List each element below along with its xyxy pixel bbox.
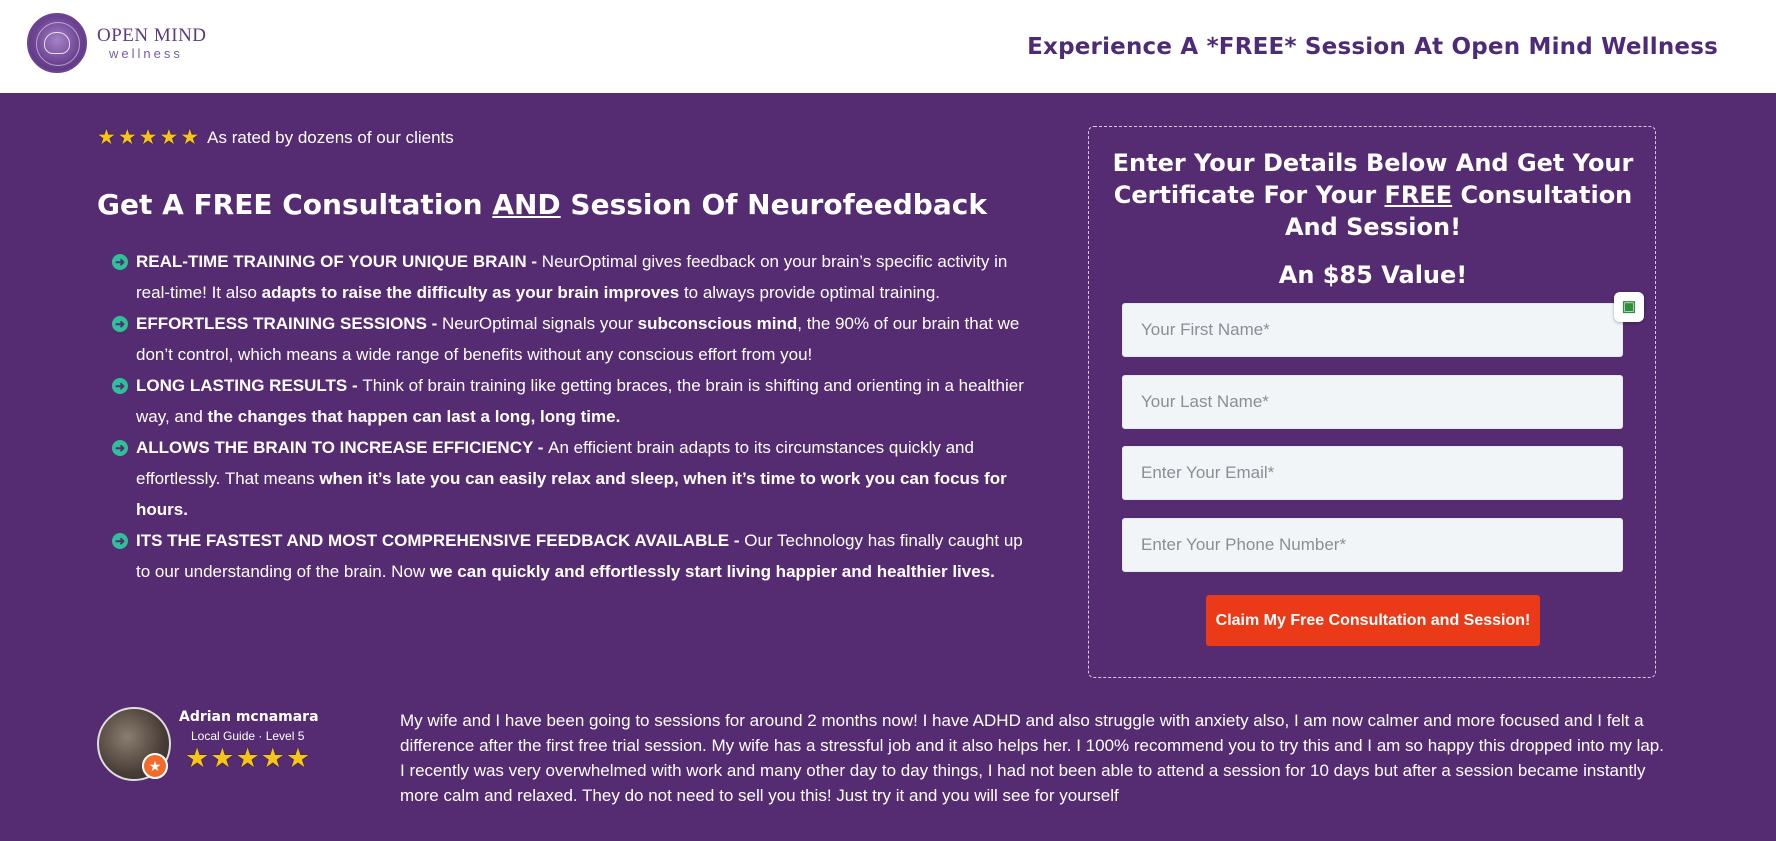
- reviewer-name: Adrian mcnamara: [179, 709, 319, 725]
- headline-and: AND: [492, 188, 561, 221]
- star-icon: ★: [260, 743, 285, 773]
- feature-title: REAL-TIME TRAINING OF YOUR UNIQUE BRAIN -: [136, 252, 542, 271]
- star-icon: ★: [117, 126, 137, 149]
- last-name-input[interactable]: [1122, 375, 1623, 429]
- list-item: [112, 308, 1040, 370]
- star-icon: ★: [185, 743, 210, 773]
- feature-title: LONG LASTING RESULTS -: [136, 376, 363, 395]
- header-title: Experience A *FREE* Session At Open Mind Wellness: [1027, 34, 1718, 60]
- star-icon: ★: [235, 743, 260, 773]
- feature-text: An efficient brain adapts to its circumstances quickly and effortlessly. That means: [136, 438, 974, 488]
- signup-form: [1088, 126, 1656, 678]
- list-item: [112, 246, 1040, 308]
- first-name-input[interactable]: [1122, 303, 1623, 357]
- feature-title: ALLOWS THE BRAIN TO INCREASE EFFICIENCY -: [136, 438, 549, 457]
- arrow-circle-right-icon: ➜: [112, 440, 128, 456]
- arrow-circle-right-icon: ➜: [112, 316, 128, 332]
- local-guide-star-icon: ★: [142, 753, 168, 779]
- arrow-circle-right-icon: ➜: [112, 254, 128, 270]
- arrow-circle-right-icon: ➜: [112, 533, 128, 549]
- feature-title: ITS THE FASTEST AND MOST COMPREHENSIVE FEEDBACK AVAILABLE -: [136, 531, 745, 550]
- reviewer-level: Local Guide · Level 5: [191, 729, 305, 743]
- feature-text: NeurOptimal signals your: [442, 314, 638, 333]
- headline-text: Session Of Neurofeedback: [560, 188, 987, 221]
- feature-text: Think of brain training like getting braces, the brain is shifting and orienting in a healthier way, and: [136, 376, 1024, 426]
- logo-title: OPEN MIND: [97, 25, 207, 46]
- list-item: [112, 525, 1040, 587]
- feature-title: EFFORTLESS TRAINING SESSIONS -: [136, 314, 443, 333]
- form-value-label: An $85 Value!: [1278, 261, 1468, 289]
- feature-list: [112, 246, 1040, 587]
- list-item: [112, 432, 1040, 525]
- form-title-free: FREE: [1384, 181, 1453, 209]
- star-icon: ★: [159, 126, 179, 149]
- phone-input[interactable]: [1122, 518, 1623, 572]
- rating-text: As rated by dozens of our clients: [207, 127, 454, 147]
- feature-bold: the changes that happen can last a long, long time.: [207, 407, 621, 426]
- star-icon: ★: [210, 743, 235, 773]
- logo-brain-icon: [27, 13, 87, 73]
- testimonial: [97, 707, 1697, 807]
- feature-text: , the 90% of our brain that we don’t control, which means a wide range of benefits without any conscious effort from you!: [136, 314, 1020, 364]
- feature-bold: we can quickly and effortlessly start living happier and healthier lives.: [429, 562, 995, 581]
- star-icon: ★: [285, 743, 311, 773]
- form-title-text: Consultation And Session!: [1284, 181, 1633, 241]
- logo-subtitle: wellness: [109, 46, 183, 61]
- feature-bold: when it’s late you can easily relax and sleep, when it’s time to work you can focus for hours.: [136, 469, 1007, 519]
- review-text: My wife and I have been going to sessions for around 2 months now! I have ADHD and also struggle with anxiety also, I am now calmer and more focused and I felt a difference after the first free trial session. My wife has a stressful job and it also helps her. I 100% recommend you to try this and I am so happy this dropped into my lap. I recently was very overwhelmed with work and many other day to day things, I had not been able to attend a session for 10 days but after a session became instantly more calm and relaxed. They do not need to sell you this! Just try it and you will see for yourself: [400, 711, 1664, 805]
- reviewer-stars: [185, 745, 311, 772]
- star-icon: ★: [138, 126, 158, 149]
- list-item: [112, 370, 1040, 432]
- feature-text: NeurOptimal gives feedback on your brain’s specific activity in real-time! It also: [136, 252, 1008, 302]
- hero-section: [0, 93, 1776, 841]
- logo[interactable]: [27, 13, 207, 73]
- contact-card-icon[interactable]: ▣: [1614, 292, 1644, 322]
- form-title-text: Enter Your Details Below And Get Your Certificate For Your: [1112, 149, 1634, 209]
- page-headline: [97, 188, 987, 221]
- site-header: [0, 0, 1776, 93]
- arrow-circle-right-icon: ➜: [112, 378, 128, 394]
- avatar: [97, 707, 171, 781]
- feature-bold: subconscious mind: [637, 314, 798, 333]
- rating-row: [97, 127, 454, 148]
- headline-free: FREE: [193, 188, 273, 221]
- form-title: [1089, 147, 1657, 243]
- star-icon: ★: [180, 126, 200, 149]
- feature-text: Our Technology has finally caught up to our understanding of the brain. Now: [136, 531, 1023, 581]
- headline-text: Consultation: [272, 188, 493, 221]
- feature-text: to always provide optimal training.: [679, 283, 941, 302]
- headline-text: Get A: [97, 188, 194, 221]
- email-input[interactable]: [1122, 446, 1623, 500]
- claim-button[interactable]: Claim My Free Consultation and Session!: [1206, 595, 1540, 646]
- feature-bold: adapts to raise the difficulty as your brain improves: [261, 283, 680, 302]
- star-icon: ★: [97, 126, 116, 149]
